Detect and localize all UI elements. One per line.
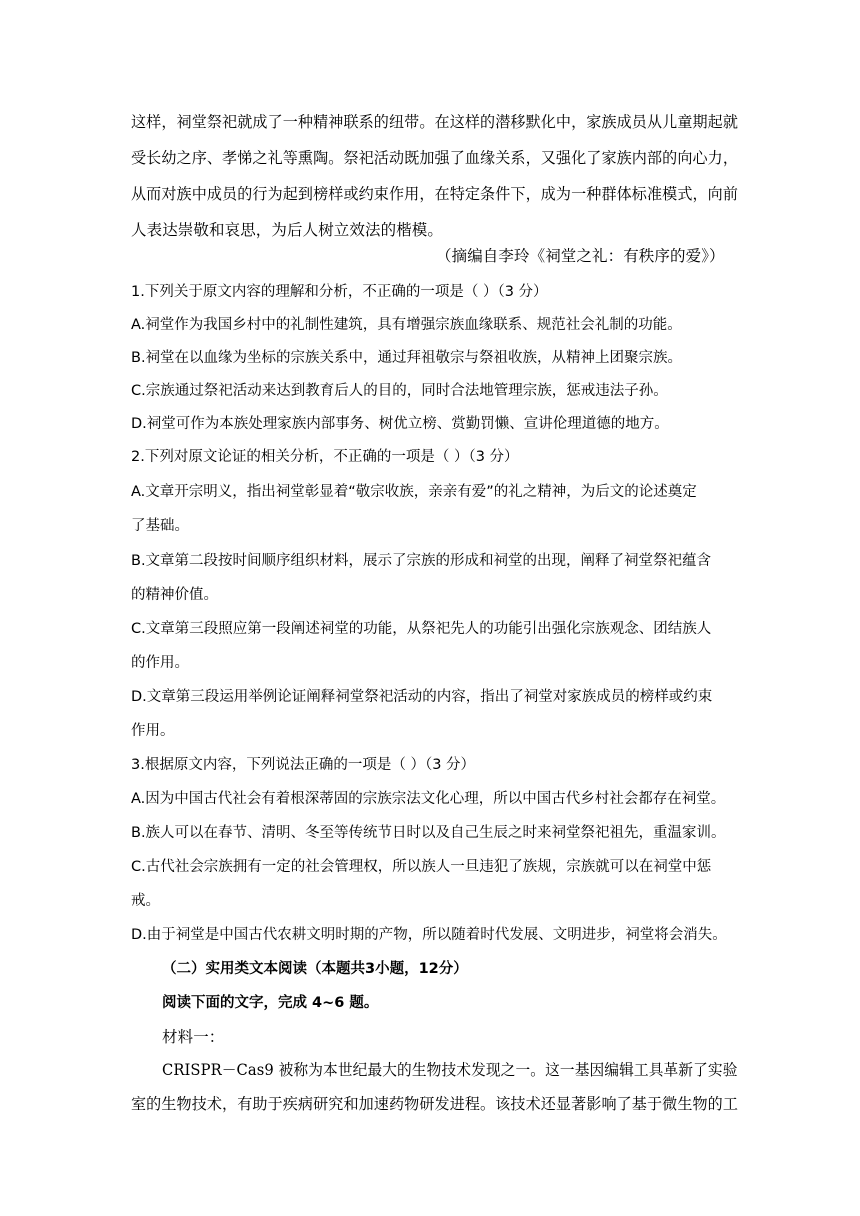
passage-line-3: 从而对族中成员的行为起到榜样或约束作用，在特定条件下，成为一种群体标准模式，向前 (131, 185, 739, 203)
question-2-option-a-line-1: A.文章开宗明义，指出祠堂彰显着“敬宗收族，亲亲有爱”的礼之精神，为后文的论述奠定 (131, 484, 697, 500)
question-2-option-d-line-1: D.文章第三段运用举例论证阐释祠堂祭祀活动的内容，指出了祠堂对家族成员的榜样或约束 (131, 689, 713, 705)
question-1-option-a: A.祠堂作为我国乡村中的礼制性建筑，具有增强宗族血缘联系、规范社会礼制的功能。 (131, 317, 682, 333)
section-heading: （二）实用类文本阅读（本题共3小题，12分） (162, 961, 468, 977)
question-2-stem: 2.下列对原文论证的相关分析，不正确的一项是（ ）（3 分） (131, 449, 519, 465)
section-instruction: 阅读下面的文字，完成 4~6 题。 (162, 995, 379, 1011)
passage-line-2: 受长幼之序、孝悌之礼等熏陶。祭祀活动既加强了血缘关系，又强化了家族内部的向心力， (131, 149, 739, 167)
question-2-option-a-line-2: 了基础。 (131, 518, 189, 534)
source-citation: （摘编自李玲《祠堂之礼：有秩序的爱》） (436, 247, 725, 265)
material-line-1: CRISPR－Cas9 被称为本世纪最大的生物技术发现之一。这一基因编辑工具革新了实验 (162, 1061, 738, 1079)
question-2-option-b-line-1: B.文章第二段按时间顺序组织材料，展示了宗族的形成和祠堂的出现，阐释了祠堂祭祀蕴含 (131, 553, 712, 569)
question-2-option-d-line-2: 作用。 (131, 723, 175, 739)
material-line-2: 室的生物技术，有助于疾病研究和加速药物研发进程。该技术还显著影响了基于微生物的工 (131, 1095, 739, 1113)
question-1-option-b: B.祠堂在以血缘为坐标的宗族关系中，通过拜祖敬宗与祭祖收族，从精神上团聚宗族。 (131, 350, 683, 366)
question-1-option-c: C.宗族通过祭祀活动来达到教育后人的目的，同时合法地管理宗族，惩戒违法子孙。 (131, 383, 668, 399)
question-2-option-c-line-2: 的作用。 (131, 655, 189, 671)
question-2-option-b-line-2: 的精神价值。 (131, 587, 218, 603)
question-3-option-c-line-1: C.古代社会宗族拥有一定的社会管理权，所以族人一旦违犯了族规，宗族就可以在祠堂中惩 (131, 859, 712, 875)
question-1-stem: 1.下列关于原文内容的理解和分析，不正确的一项是（ ）（3 分） (131, 284, 548, 300)
question-3-option-b: B.族人可以在春节、清明、冬至等传统节日时以及自己生辰之时来祠堂祭祀祖先，重温家训。 (131, 825, 726, 841)
question-3-option-c-line-2: 戒。 (131, 893, 160, 909)
material-label: 材料一： (162, 1028, 225, 1046)
question-2-option-c-line-1: C.文章第三段照应第一段阐述祠堂的功能，从祭祀先人的功能引出强化宗族观念、团结族人 (131, 621, 712, 637)
question-3-option-d: D.由于祠堂是中国古代农耕文明时期的产物，所以随着时代发展、文明进步，祠堂将会消失。 (131, 927, 727, 943)
question-3-stem: 3.根据原文内容，下列说法正确的一项是（ ）（3 分） (131, 757, 476, 773)
passage-line-4: 人表达崇敬和哀思，为后人树立效法的楷模。 (131, 221, 444, 239)
passage-line-1: 这样，祠堂祭祀就成了一种精神联系的纽带。在这样的潜移默化中，家族成员从儿童期起就 (131, 113, 739, 131)
question-1-option-d: D.祠堂可作为本族处理家族内部事务、树优立榜、赏勤罚懒、宣讲伦理道德的地方。 (131, 416, 669, 432)
question-3-option-a: A.因为中国古代社会有着根深蒂固的宗族宗法文化心理，所以中国古代乡村社会都存在祠堂。 (131, 791, 726, 807)
